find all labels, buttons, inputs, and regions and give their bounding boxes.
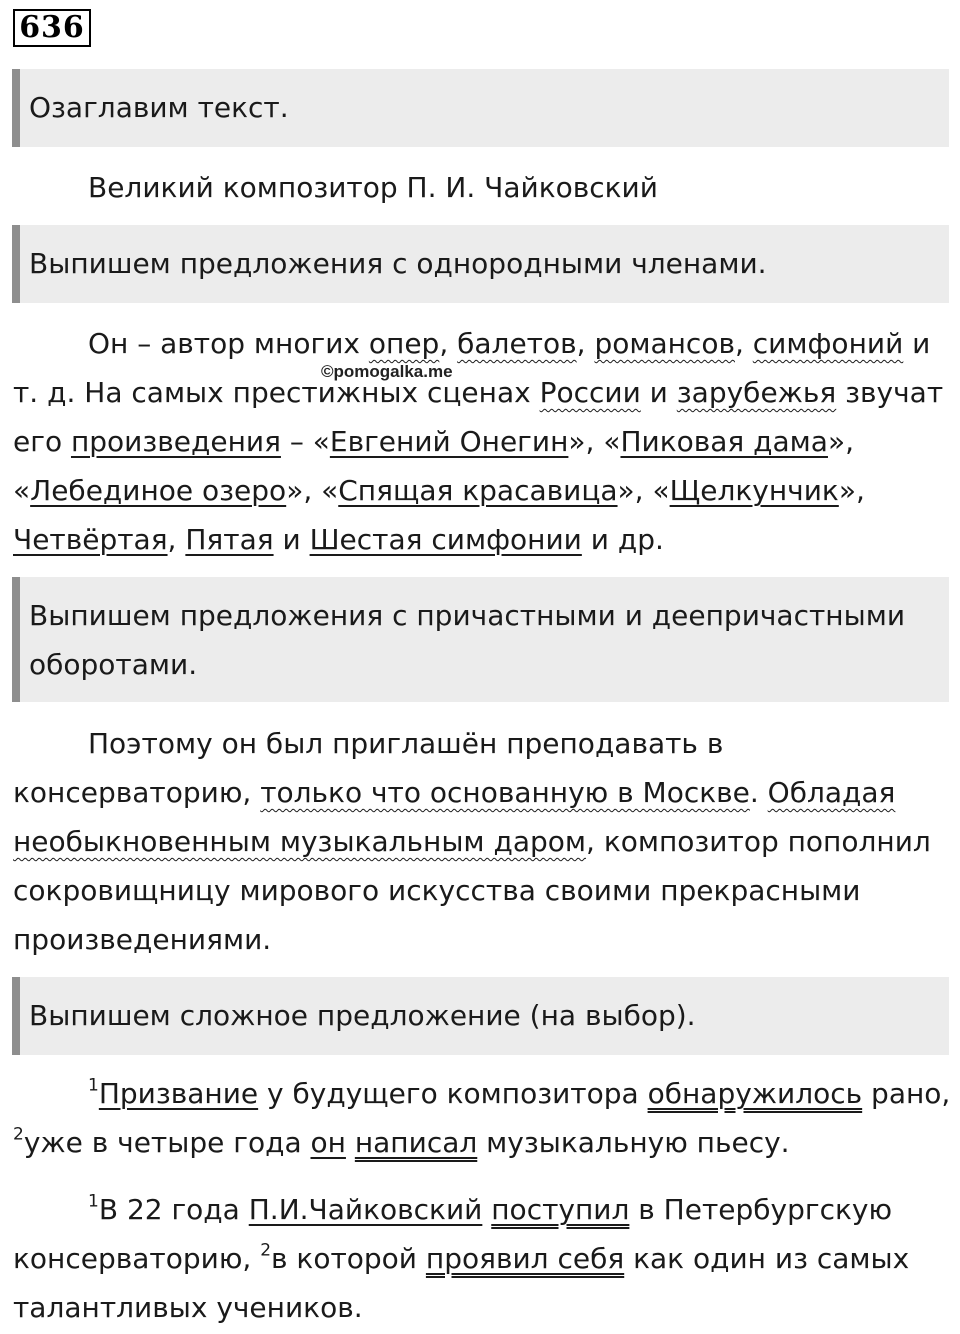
homogeneous-member: опер xyxy=(368,327,440,360)
section-heading-homogeneous: Выпишем предложения с однородными членами. xyxy=(12,225,949,303)
homogeneous-member: зарубежья xyxy=(676,376,837,409)
homogeneous-member: симфоний xyxy=(752,327,904,360)
homogeneous-member: Лебединое озеро xyxy=(30,474,287,507)
complex-sentence-1: $^1$Призвание у будущего композитора обнаружилось рано, $^2$уже в четыре года он написал музыкальную пьесу. xyxy=(13,1075,951,1159)
homogeneous-member: России xyxy=(539,376,641,409)
subject-word: произведения xyxy=(70,425,281,458)
homogeneous-member: романсов xyxy=(594,327,735,360)
predicate-word: написал xyxy=(354,1126,478,1159)
homogeneous-member: Шестая симфонии xyxy=(309,523,582,556)
homogeneous-member: Четвёртая xyxy=(13,523,168,556)
clause-marker: 2 xyxy=(260,1240,272,1261)
complex-sentence-2: $^1$В 22 года П.И.Чайковский поступил в Петербургскую консерваторию, $^2$в которой проявил себя как один из самых талантливых учеников. xyxy=(13,1191,910,1324)
homogeneous-member: Щелкунчик xyxy=(669,474,839,507)
adverbial-participial-phrase: Обладая необыкновенным музыкальным даром xyxy=(13,776,896,858)
section-heading-participles: Выпишем предложения с причастными и деепричастными оборотами. xyxy=(12,577,949,702)
task-number: 636 xyxy=(13,9,91,47)
homogeneous-member: балетов xyxy=(457,327,577,360)
clause-marker: 1 xyxy=(88,1191,99,1212)
subject-word: Призвание xyxy=(98,1077,259,1110)
watermark: ©pomogalka.me xyxy=(321,362,453,381)
homogeneous-member: Пятая xyxy=(185,523,274,556)
participles-paragraph: Поэтому он был приглашён преподавать в консерваторию, только что основанную в Москве. Обладая необыкновенным музыкальным даром, композитор пополнил сокровищницу мирового искусства своими прекрасными произведениями. xyxy=(13,727,931,956)
section-heading-complex: Выпишем сложное предложение (на выбор). xyxy=(12,977,949,1055)
subject-word: П.И.Чайковский xyxy=(248,1193,483,1226)
participial-phrase: только что основанную в Москве xyxy=(260,776,750,809)
homogeneous-paragraph: Он – автор многих опер, балетов, романсов, симфоний и т. д. На самых престижных сценах России и зарубежья звучат его произведения – «Евгений Онегин», «Пиковая дама», «Лебединое озеро», «Спящая красавица», «Щелкунчик», Четвёртая, Пятая и Шестая симфонии и др. xyxy=(13,327,944,556)
title-answer: Великий композитор П. И. Чайковский xyxy=(88,171,658,204)
predicate-word: поступил xyxy=(491,1193,630,1226)
clause-marker: 1 xyxy=(88,1075,99,1096)
clause-marker: 2 xyxy=(13,1124,24,1145)
predicate-word: обнаружилось xyxy=(647,1077,863,1110)
homogeneous-member: Пиковая дама xyxy=(620,425,828,458)
homogeneous-member: Спящая красавица xyxy=(338,474,618,507)
subject-word: он xyxy=(310,1126,346,1159)
predicate-word: проявил себя xyxy=(425,1242,625,1275)
homogeneous-member: Евгений Онегин xyxy=(329,425,569,458)
section-heading-title: Озаглавим текст. xyxy=(12,69,949,147)
